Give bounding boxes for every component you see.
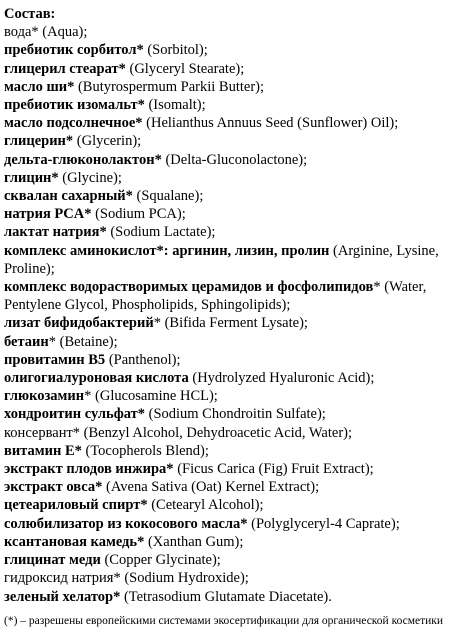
ingredient-detail: гидроксид натрия* (Sodium Hydroxide); — [4, 570, 249, 587]
ingredient-detail: (Butyrospermum Parkii Butter); — [74, 78, 265, 95]
ingredient-detail: (Glyceryl Stearate); — [125, 60, 245, 77]
footnote: (*) – разрешены европейскими системами экосертификации для органической косметики — [4, 615, 444, 627]
ingredient-item — [4, 132, 454, 150]
ingredients-document — [4, 5, 454, 606]
ingredient-item — [4, 278, 454, 314]
ingredient-name: глицерин* — [4, 133, 74, 150]
ingredient-name: зеленый хелатор* — [4, 588, 121, 605]
ingredient-detail: (Glycerin); — [73, 133, 142, 150]
ingredient-detail: (Tocopherols Blend); — [81, 442, 209, 459]
ingredient-item — [4, 205, 454, 223]
ingredient-detail: (Sorbitol); — [143, 42, 208, 59]
ingredient-item — [4, 114, 454, 132]
ingredient-item — [4, 187, 454, 205]
ingredient-detail: (Xanthan Gum); — [144, 533, 244, 550]
ingredient-item — [4, 478, 454, 496]
ingredient-item — [4, 351, 454, 369]
ingredient-detail: (Sodium Chondroitin Sulfate); — [144, 406, 326, 423]
ingredient-detail: * (Bifida Ferment Lysate); — [153, 315, 308, 332]
ingredient-detail: вода* (Aqua); — [4, 24, 88, 41]
ingredient-item — [4, 551, 454, 569]
ingredient-name: глюкозамин — [4, 388, 85, 405]
ingredient-name: масло подсолнечное* — [4, 115, 143, 132]
ingredient-detail: (Squalane); — [132, 188, 204, 205]
ingredient-item — [4, 96, 454, 114]
ingredient-item — [4, 333, 454, 351]
ingredient-list — [4, 23, 454, 606]
ingredient-detail: консервант* (Benzyl Alcohol, Dehydroacetic Acid, Water); — [4, 424, 353, 441]
ingredient-detail: (Polyglyceryl-4 Caprate); — [247, 515, 400, 532]
ingredient-name: солюбилизатор из кокосового масла* — [4, 515, 248, 532]
ingredient-item — [4, 169, 454, 187]
ingredient-item — [4, 78, 454, 96]
ingredient-name: глицинат меди — [4, 552, 101, 569]
ingredient-item — [4, 405, 454, 423]
ingredient-item — [4, 151, 454, 169]
ingredient-name: цетеариловый спирт* — [4, 497, 148, 514]
ingredient-detail: (Copper Glycinate); — [100, 552, 221, 569]
ingredient-item — [4, 223, 454, 241]
ingredient-item — [4, 369, 454, 387]
ingredient-item — [4, 496, 454, 514]
composition-heading: Состав: — [4, 6, 56, 22]
ingredient-detail: (Cetearyl Alcohol); — [147, 497, 264, 514]
ingredient-name: пребиотик изомальт* — [4, 97, 145, 114]
ingredient-item — [4, 60, 454, 78]
ingredient-name: сквалан сахарный* — [4, 188, 133, 205]
ingredient-name: лизат бифидобактерий — [4, 315, 154, 332]
ingredient-name: провитамин B5 — [4, 351, 106, 368]
ingredient-detail: (Ficus Carica (Fig) Fruit Extract); — [173, 461, 374, 478]
ingredient-name: глицерил стеарат* — [4, 60, 126, 77]
ingredient-name: олигогиалуроновая кислота — [4, 370, 189, 387]
ingredient-detail: (Hydrolyzed Hyaluronic Acid); — [188, 370, 375, 387]
ingredient-name: хондроитин сульфат* — [4, 406, 145, 423]
ingredient-item — [4, 588, 454, 606]
ingredient-name: ксантановая камедь* — [4, 533, 145, 550]
ingredient-name: витамин Е* — [4, 442, 82, 459]
ingredient-item — [4, 41, 454, 59]
ingredient-name: масло ши* — [4, 78, 75, 95]
ingredient-detail: (Sodium PCA); — [91, 206, 186, 223]
ingredient-detail: (Helianthus Annuus Seed (Sunflower) Oil); — [142, 115, 399, 132]
ingredient-item — [4, 515, 454, 533]
ingredient-item — [4, 23, 454, 41]
ingredient-detail: * (Water, Pentylene Glycol, Phospholipids, Sphingolipids); — [4, 279, 427, 314]
ingredient-detail: (Tetrasodium Glutamate Diacetate). — [120, 588, 332, 605]
ingredient-detail: * (Betaine); — [48, 333, 118, 350]
ingredient-name: глицин* — [4, 169, 59, 186]
ingredient-name: дельта-глюконолактон* — [4, 151, 162, 168]
ingredient-detail: (Sodium Lactate); — [106, 224, 216, 241]
ingredient-item — [4, 533, 454, 551]
ingredient-detail: (Arginine, Lysine, Proline); — [4, 242, 439, 277]
ingredient-detail: (Panthenol); — [105, 351, 181, 368]
ingredient-item — [4, 460, 454, 478]
ingredient-item — [4, 569, 454, 587]
ingredient-name: пребиотик сорбитол* — [4, 42, 144, 59]
ingredient-item — [4, 424, 454, 442]
ingredient-detail: * (Glucosamine HCL); — [84, 388, 218, 405]
ingredient-name: комплекс аминокислот*: аргинин, лизин, пролин — [4, 242, 330, 259]
ingredient-detail: (Isomalt); — [144, 97, 206, 114]
ingredient-detail: (Glycine); — [58, 169, 122, 186]
ingredient-item — [4, 442, 454, 460]
ingredient-detail: (Avena Sativa (Oat) Kernel Extract); — [102, 479, 320, 496]
ingredient-item — [4, 387, 454, 405]
ingredient-name: лактат натрия* — [4, 224, 107, 241]
ingredient-name: комплекс водорастворимых церамидов и фосфолипидов — [4, 279, 374, 296]
ingredient-name: бетаин — [4, 333, 49, 350]
ingredient-name: экстракт овса* — [4, 479, 103, 496]
ingredient-detail: (Delta-Gluconolactone); — [161, 151, 308, 168]
ingredient-name: экстракт плодов инжира* — [4, 461, 174, 478]
ingredient-item — [4, 314, 454, 332]
ingredient-item — [4, 242, 454, 278]
ingredient-name: натрия PCA* — [4, 206, 92, 223]
